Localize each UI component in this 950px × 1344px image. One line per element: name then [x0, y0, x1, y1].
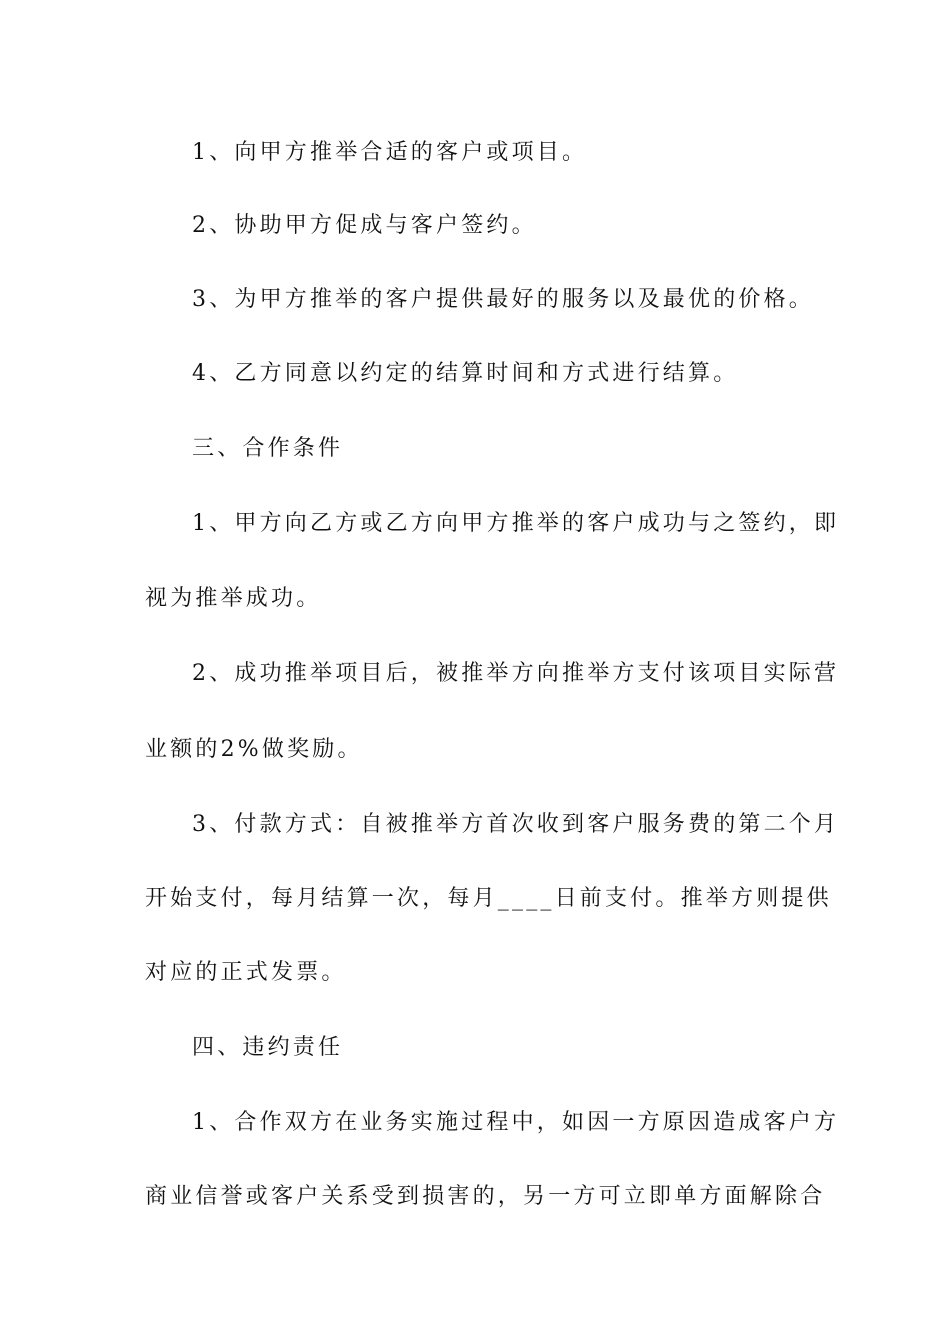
condition-3-line-1: 3、付款方式：自被推举方首次收到客户服务费的第二个月 — [192, 812, 840, 837]
clause-b3: 3、为甲方推举的客户提供最好的服务以及最优的价格。 — [192, 287, 814, 312]
condition-1-line-1: 1、甲方向乙方或乙方向甲方推举的客户成功与之签约，即 — [192, 511, 840, 536]
clause-b1: 1、向甲方推举合适的客户或项目。 — [192, 140, 588, 165]
section-heading-breach-liability: 四、违约责任 — [192, 1035, 344, 1060]
condition-2-line-2: 业额的2%做奖励。 — [145, 737, 363, 762]
liability-1-line-1: 1、合作双方在业务实施过程中，如因一方原因造成客户方 — [192, 1110, 840, 1135]
clause-b4: 4、乙方同意以约定的结算时间和方式进行结算。 — [192, 361, 739, 386]
condition-2-line-1: 2、成功推举项目后，被推举方向推举方支付该项目实际营 — [192, 661, 840, 686]
condition-1-line-2: 视为推举成功。 — [145, 586, 322, 611]
section-heading-cooperation-conditions: 三、合作条件 — [192, 436, 344, 461]
clause-b2: 2、协助甲方促成与客户签约。 — [192, 213, 537, 238]
condition-3-line-3: 对应的正式发票。 — [145, 960, 347, 985]
liability-1-line-2: 商业信誉或客户关系受到损害的，另一方可立即单方面解除合 — [145, 1184, 826, 1209]
condition-3-line-2: 开始支付，每月结算一次，每月____日前支付。推举方则提供 — [145, 886, 832, 911]
